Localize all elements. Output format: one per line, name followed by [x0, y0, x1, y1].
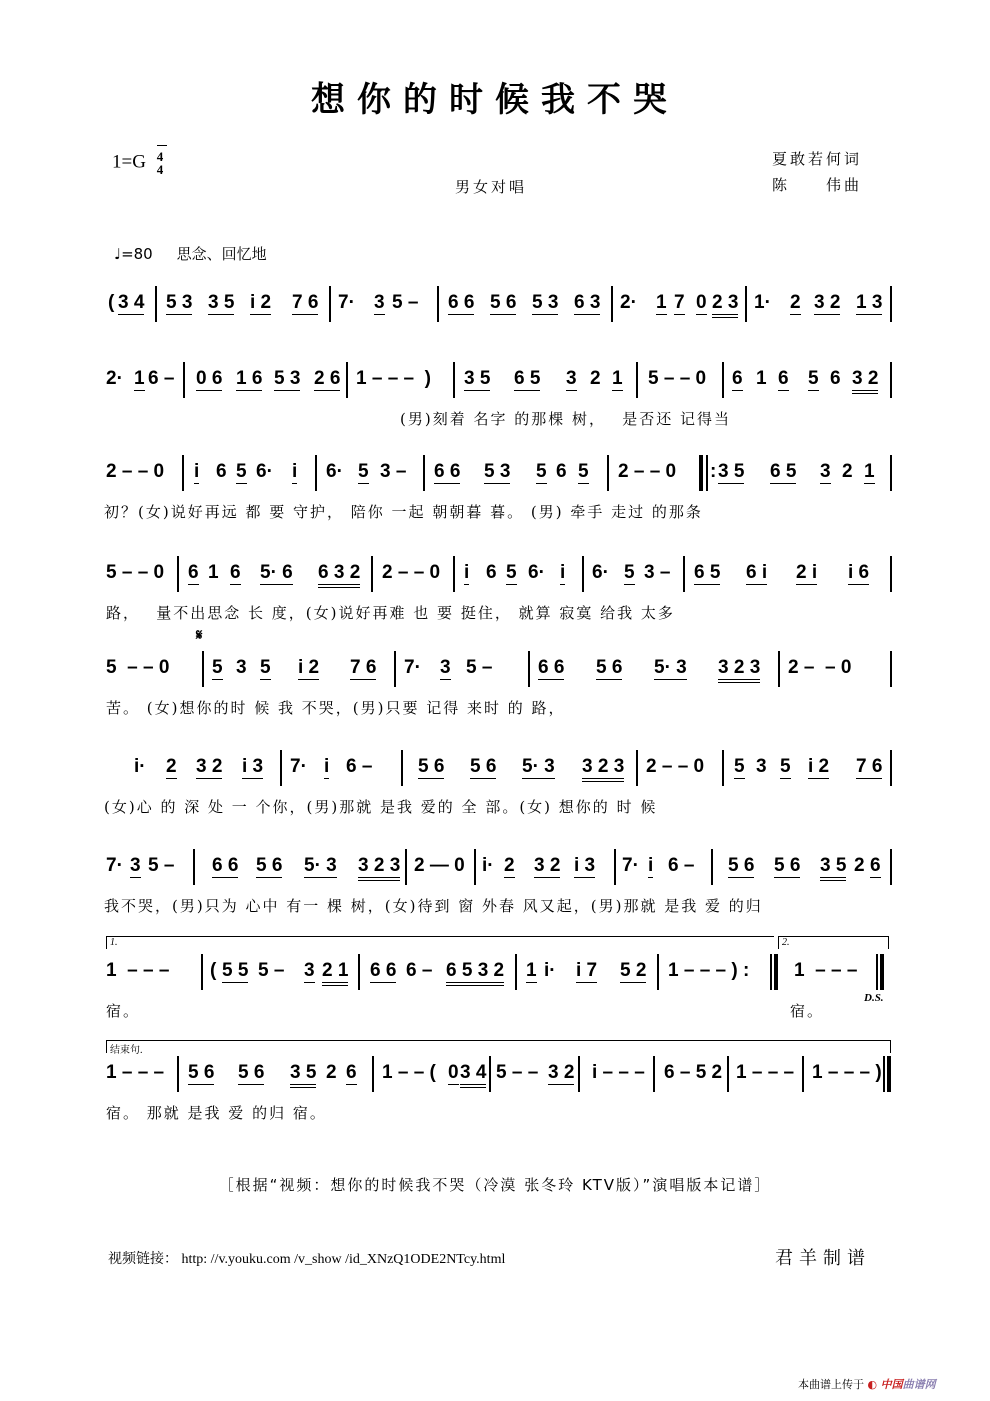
site-logo-icon: ◐: [867, 1378, 878, 1391]
site-name-part-a[interactable]: 中国: [880, 1378, 903, 1391]
video-link-url[interactable]: http: //v.youku.com /v_show /id_XNzQ1ODE2NTcy.html: [181, 1252, 506, 1267]
tempo-marking: [114, 243, 267, 264]
lyrics-line-2: (男)刻着 名字 的那棵 树， 是否还 记得当: [400, 410, 732, 428]
volta-1-bracket: 1.: [106, 936, 774, 949]
score-line-ending: 1 – – – 5 6 5 6 3 5 2 6 1 – – ( 0 3 4 5 – – 3 2 i – – – 6 – 5 2 1 – – – 1 – – – ) 宿。 那就 是我 爱 的归 宿。: [0, 1062, 990, 1122]
score-line-7: 7· 3 5 – 6 6 5 6 5· 3 3 2 3 2 — 0 i· 2 3 2 i 3 7· i 6 – 5 6 5 6 3 5 2 6 我不哭，(男)只为 心中 有一 棵 树，(女)待到 窗 外春 风又起，(男)那就 是我 爱 的归: [0, 855, 990, 915]
lyricist-credit: 夏敢若何词: [772, 150, 863, 168]
transcriber-signature: 君羊制谱: [775, 1248, 871, 1269]
ending-bracket: 结束句.: [106, 1040, 891, 1053]
segno-icon: 𝄋: [196, 626, 203, 644]
site-name-part-b[interactable]: 曲谱网: [902, 1378, 936, 1391]
credits: [772, 146, 862, 198]
lyrics-line-3: 初？(女)说好再远 都 要 守护， 陪你 一起 朝朝暮 暮。 (男) 牵手 走过 的那条: [104, 503, 703, 521]
score-line-2: 2· 1 6 – 0 6 1 6 5 3 2 6 1 – – – ) 3 5 6 5 3 2 1 5 – – 0 6 1 6 5 6 3 2 (男)刻着 名字 的那棵 树， 是否还 记得当: [0, 368, 990, 428]
page-title: 想你的时候我不哭: [311, 80, 679, 120]
lyrics-line-6: (女)心 的 深 处 一 个你，(男)那就 是我 爱的 全 部。(女) 想你的 时 候: [104, 798, 658, 816]
lyrics-volta-1: 宿。: [106, 1002, 141, 1020]
lyrics-volta-2: 宿。: [790, 1002, 825, 1020]
lyrics-ending: 宿。 那就 是我 爱 的归 宿。: [106, 1104, 327, 1122]
key-label: 1=G: [112, 151, 146, 173]
video-link-label: 视频链接：: [108, 1251, 178, 1267]
score-line-5: 5 – – 0 5 3 5 i 2 7 6 7· 3 5 – 6 6 5 6 5· 3 3 2 3 2 – – 0 苦。 (女)想你的时 候 我 不哭，(男)只要 记得 来时 的 路，: [0, 657, 990, 717]
score-line-3: 2 – – 0 i 6 5 6· i 6· 5 3 – 6 6 5 3 5 6 5 2 – – 0 : 3 5 6 5 3 2 1 初？(女)说好再远 都 要 守护， 陪你 一起 朝朝暮 暮。 (男) 牵手 走过 的那条: [0, 461, 990, 521]
lyrics-line-4: 路， 量不出思念 长 度，(女)说好再难 也 要 挺住， 就算 寂寞 给我 太多: [106, 604, 675, 622]
lyrics-line-5: 苦。 (女)想你的时 候 我 不哭，(男)只要 记得 来时 的 路，: [106, 699, 566, 717]
score-line-8: 1 – – – ( 5 5 5 – 3 2 1 6 6 6 – 6 5 3 2 1 i· i 7 5 2 1 – – – ) : 1 – – – 宿。 宿。 D.S.: [0, 960, 990, 1020]
volta-2-bracket: 2.: [778, 936, 889, 949]
video-link-row: [108, 1248, 505, 1268]
score-line-4: 5 – – 0 6 1 6 5· 6 6 3 2 2 – – 0 i 6 5 6· i 6· 5 3 – 6 5 6 i 2 i i 6 路， 量不出思念 长 度，(女)说好再难 也 要 挺住， 就算 寂寞 给我 太多: [0, 562, 990, 622]
dal-segno-mark: D.S.: [864, 992, 884, 1004]
time-signature: $\frac{4}{4}$: [157, 150, 164, 176]
lyrics-line-7: 我不哭，(男)只为 心中 有一 棵 树，(女)待到 窗 外春 风又起，(男)那就 是我 爱 的归: [104, 897, 763, 915]
upload-credit: 本曲谱上传于 ◐ 中国曲谱网: [798, 1378, 936, 1391]
key-signature: [112, 150, 163, 176]
expression-text: 思念、回忆地: [176, 245, 267, 263]
composer-credit: 陈 伟曲: [772, 176, 863, 194]
score-line-1: ( 3 4 5 3 3 5 i 2 7 6 7· 3 5 – 6 6 5 6 5 3 6 3 2· 1 7 0 2 3 1· 2 3 2 1 3: [0, 292, 990, 352]
transcription-source-note: ［根据“视频：想你的时候我不哭（冷漠 张冬玲 KTV版）”演唱版本记谱］: [218, 1176, 772, 1194]
performance-type: 男女对唱: [455, 178, 528, 196]
tempo-value: ♩=80: [114, 245, 153, 263]
score-line-6: i· 2 3 2 i 3 7· i 6 – 5 6 5 6 5· 3 3 2 3 2 – – 0 5 3 5 i 2 7 6 (女)心 的 深 处 一 个你，(男)那就 是我 爱的 全 部。(女) 想你的 时 候: [0, 756, 990, 816]
